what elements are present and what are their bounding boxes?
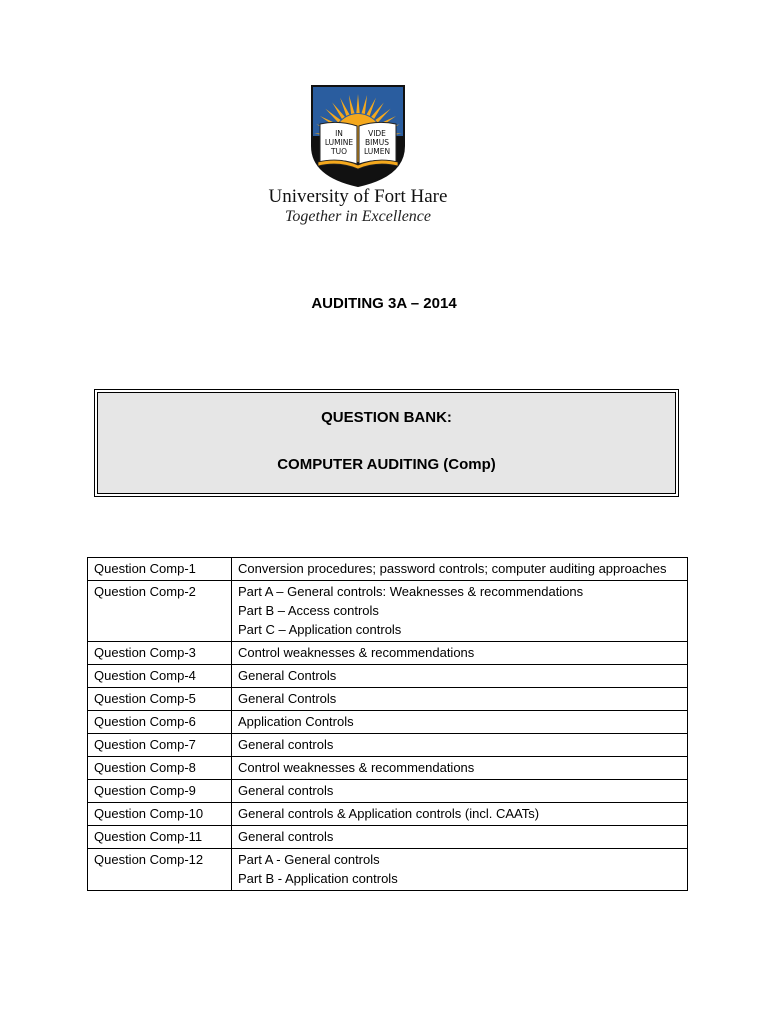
motto-left-1: IN: [335, 129, 343, 138]
question-bank-banner: [94, 389, 679, 497]
university-tagline: Together in Excellence: [284, 208, 432, 225]
topic-line: General controls: [238, 783, 334, 798]
question-topic-cell: [232, 711, 688, 734]
table-row: [88, 581, 688, 642]
question-id-cell: Question Comp-8: [88, 757, 232, 780]
table-row: [88, 849, 688, 891]
university-name: University of Fort Hare: [268, 186, 448, 207]
topic-line: Part A - General controls: [238, 852, 380, 867]
university-logo: [250, 82, 466, 232]
motto-right-2: BIMUS: [364, 138, 390, 147]
question-id-cell: Question Comp-12: [88, 849, 232, 891]
topic-line: General Controls: [238, 691, 337, 706]
question-id-cell: Question Comp-5: [88, 688, 232, 711]
banner-heading: QUESTION BANK:: [321, 409, 452, 426]
table-row: [88, 665, 688, 688]
question-id-cell: Question Comp-4: [88, 665, 232, 688]
motto-right-3: LUMEN: [363, 147, 391, 156]
question-id-cell: Question Comp-7: [88, 734, 232, 757]
question-topic-cell: [232, 826, 688, 849]
topic-line: General controls: [238, 829, 334, 844]
question-topic-cell: [232, 780, 688, 803]
table-row: [88, 734, 688, 757]
question-id-cell: Question Comp-9: [88, 780, 232, 803]
question-topic-cell: [232, 803, 688, 826]
question-id-cell: Question Comp-11: [88, 826, 232, 849]
table-row: [88, 688, 688, 711]
table-row: [88, 711, 688, 734]
table-row: [88, 757, 688, 780]
table-row: [88, 642, 688, 665]
banner-subheading: COMPUTER AUDITING (Comp): [277, 456, 496, 473]
topic-line: General Controls: [238, 668, 337, 683]
topic-line: Part B - Application controls: [238, 871, 398, 886]
motto-left-3: TUO: [331, 147, 347, 156]
question-topic-cell: [232, 849, 688, 891]
topic-line: General controls: [238, 737, 334, 752]
question-table: [87, 557, 688, 891]
topic-line: General controls & Application controls (incl. CAATs): [238, 806, 540, 821]
question-topic-cell: [232, 734, 688, 757]
question-topic-cell: [232, 688, 688, 711]
motto-right-1: VIDE: [368, 129, 386, 138]
topic-line: Control weaknesses & recommendations: [238, 645, 475, 660]
topic-line: Control weaknesses & recommendations: [238, 760, 475, 775]
question-topic-cell: [232, 665, 688, 688]
question-id-cell: Question Comp-6: [88, 711, 232, 734]
banner-inner-box: [97, 392, 676, 494]
topic-line: Application Controls: [238, 714, 354, 729]
topic-line: Part B – Access controls: [238, 603, 379, 618]
question-id-cell: Question Comp-1: [88, 558, 232, 581]
question-id-cell: Question Comp-10: [88, 803, 232, 826]
motto-left-2: LUMINE: [324, 138, 354, 147]
table-row: [88, 780, 688, 803]
question-topic-cell: [232, 757, 688, 780]
question-id-cell: Question Comp-3: [88, 642, 232, 665]
table-row: [88, 826, 688, 849]
topic-line: Part A – General controls: Weaknesses & recommendations: [238, 584, 584, 599]
question-table-body: [88, 558, 688, 891]
table-row: [88, 558, 688, 581]
question-topic-cell: [232, 642, 688, 665]
topic-line: Part C – Application controls: [238, 622, 402, 637]
question-id-cell: Question Comp-2: [88, 581, 232, 642]
topic-line: Conversion procedures; password controls; computer auditing approaches: [238, 561, 667, 576]
question-topic-cell: [232, 581, 688, 642]
document-title: AUDITING 3A – 2014: [311, 295, 457, 312]
table-row: [88, 803, 688, 826]
university-crest-icon: [310, 84, 406, 188]
question-topic-cell: [232, 558, 688, 581]
